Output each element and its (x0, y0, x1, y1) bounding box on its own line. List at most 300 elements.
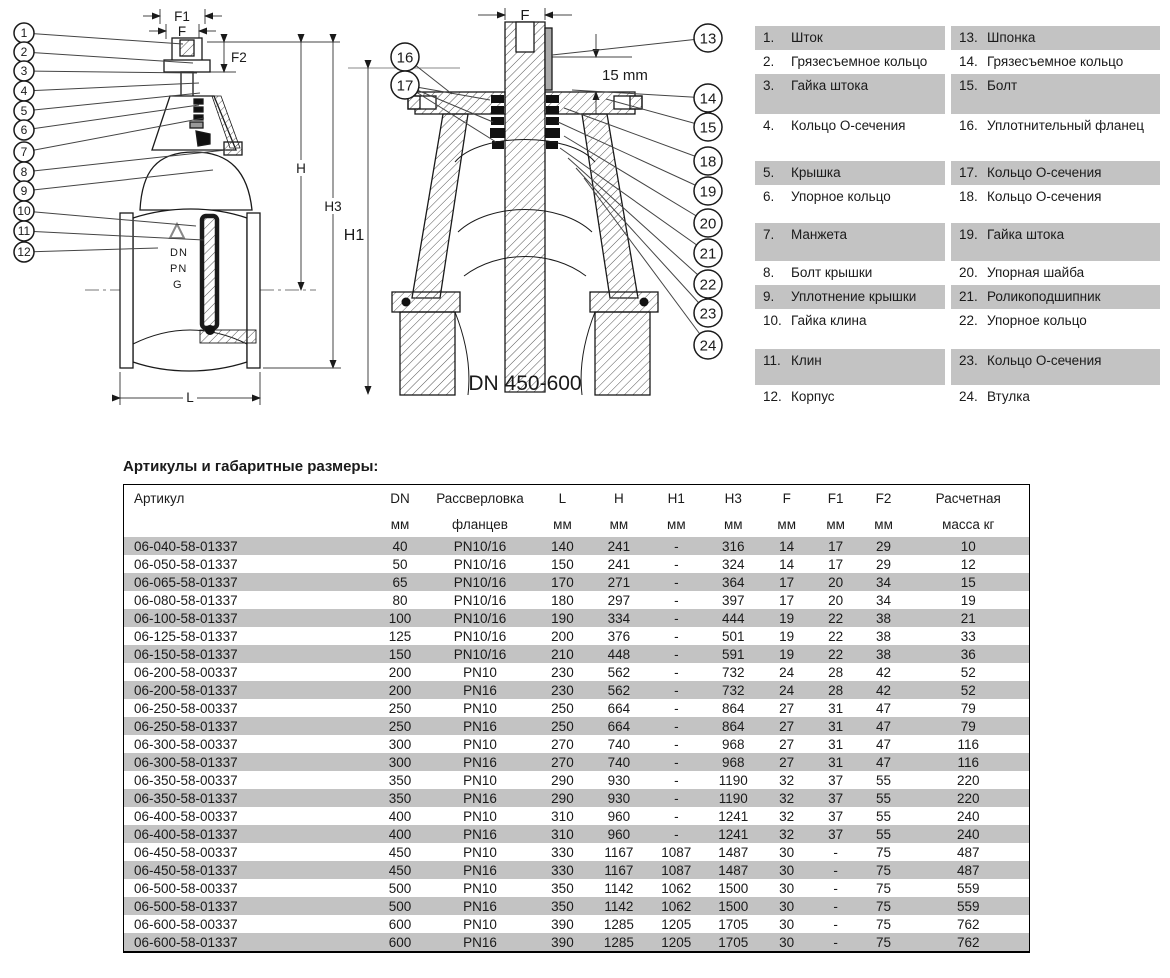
table-title: Артикулы и габаритные размеры: (123, 458, 379, 475)
table-cell: 32 (779, 808, 795, 824)
table-cell: 1167 (604, 844, 634, 860)
parts-list-item (951, 185, 1160, 209)
parts-list-item (755, 185, 945, 209)
table-row (124, 771, 1030, 789)
table-cell: 75 (876, 916, 892, 932)
callout-number: 12 (17, 245, 31, 260)
parts-list-item (951, 309, 1160, 333)
parts-list-item (951, 26, 1160, 50)
part-number: 12. (763, 389, 782, 404)
table-cell: 32 (779, 772, 795, 788)
part-number: 17. (959, 165, 978, 180)
callout-number: 3 (20, 64, 28, 79)
table-cell: 06-450-58-00337 (134, 844, 238, 860)
callout-number: 13 (699, 30, 717, 48)
part-number: 16. (959, 118, 978, 133)
table-cell: 47 (876, 700, 892, 716)
part-name: Шток (791, 30, 823, 45)
callout-number: 5 (20, 104, 28, 119)
table-cell: 180 (551, 592, 574, 608)
table-row (124, 645, 1030, 663)
table-cell: PN16 (463, 862, 497, 878)
table-cell: 47 (876, 718, 892, 734)
table-cell: 1190 (718, 772, 748, 788)
table-cell: 10 (960, 538, 976, 554)
table-cell: 270 (551, 736, 574, 752)
table-cell: 65 (392, 574, 408, 590)
part-name: Гайка клина (791, 313, 867, 328)
parts-list-item (951, 261, 1160, 285)
table-row (124, 591, 1030, 609)
table-cell: 30 (779, 916, 795, 932)
table-row (124, 699, 1030, 717)
table-cell: - (674, 808, 679, 824)
cast-mark-g: G (173, 279, 182, 291)
table-row (124, 807, 1030, 825)
table-row (124, 717, 1030, 735)
table-cell: 19 (779, 610, 795, 626)
cast-mark-pn: PN (170, 263, 188, 275)
table-cell: 20 (828, 574, 844, 590)
part-number: 4. (763, 118, 775, 133)
table-cell: 864 (721, 700, 745, 716)
table-cell: 297 (607, 592, 631, 608)
table-cell: 37 (828, 772, 844, 788)
table-cell: 06-040-58-01337 (134, 538, 238, 554)
parts-list-item (755, 349, 945, 385)
part-name: Упорное кольцо (791, 189, 891, 204)
parts-list-item (755, 309, 945, 333)
table-cell: 52 (960, 664, 976, 680)
column-header: H (614, 490, 624, 506)
table-cell: 562 (607, 682, 631, 698)
table-cell: 22 (828, 628, 844, 644)
table-cell: 30 (779, 844, 795, 860)
part-number: 2. (763, 54, 775, 69)
parts-list-row (755, 309, 1160, 333)
callout-number: 22 (699, 276, 717, 294)
table-cell: 448 (607, 646, 631, 662)
part-name: Втулка (987, 389, 1030, 404)
table-cell: 300 (388, 754, 412, 770)
table-cell: 1500 (718, 880, 749, 896)
table-cell: 740 (607, 736, 631, 752)
table-cell: 37 (828, 808, 844, 824)
table-cell: 22 (828, 646, 844, 662)
table-cell: 06-500-58-01337 (134, 898, 238, 914)
table-cell: 40 (392, 538, 408, 554)
table-cell: 06-350-58-01337 (134, 790, 238, 806)
table-cell: 762 (957, 916, 980, 932)
column-header-unit: мм (609, 516, 629, 532)
table-cell: 06-150-58-01337 (134, 646, 238, 662)
table-cell: 397 (721, 592, 745, 608)
table-cell: 250 (551, 718, 574, 734)
table-cell: 55 (876, 790, 892, 806)
column-header-unit: мм (390, 516, 410, 532)
table-cell: 14 (779, 556, 795, 572)
callout-leader-line (560, 148, 708, 253)
column-header-unit: мм (777, 516, 796, 532)
table-cell: - (833, 880, 838, 896)
table-cell: 1285 (603, 916, 634, 932)
table-row (124, 915, 1030, 933)
column-header: Артикул (134, 490, 185, 506)
part-number: 6. (763, 189, 775, 204)
table-cell: 390 (551, 934, 574, 950)
table-cell: 250 (388, 718, 412, 734)
table-cell: - (674, 574, 679, 590)
parts-list-row (755, 385, 1160, 409)
table-cell: 55 (876, 826, 892, 842)
table-cell: - (674, 682, 679, 698)
callout-number: 11 (17, 224, 31, 239)
table-cell: 501 (721, 628, 745, 644)
table-cell: 52 (960, 682, 976, 698)
table-cell: - (833, 916, 838, 932)
part-name: Кольцо О-сечения (987, 189, 1102, 204)
table-cell: 376 (607, 628, 631, 644)
table-cell: 240 (957, 826, 980, 842)
parts-list-row (755, 349, 1160, 385)
table-cell: PN10 (463, 808, 497, 824)
table-cell: 241 (607, 556, 631, 572)
table-cell: 38 (876, 646, 892, 662)
table-cell: 55 (876, 808, 892, 824)
table-cell: 80 (392, 592, 408, 608)
table-cell: - (674, 610, 679, 626)
table-cell: PN16 (463, 790, 497, 806)
parts-list-row (755, 26, 1160, 50)
column-header: L (558, 490, 567, 506)
table-cell: 06-100-58-01337 (134, 610, 238, 626)
table-cell: 930 (607, 772, 631, 788)
table-cell: 12 (960, 556, 976, 572)
table-cell: 06-200-58-00337 (134, 664, 238, 680)
table-cell: 450 (388, 862, 412, 878)
table-cell: - (833, 898, 838, 914)
dim-label-h1: H1 (343, 227, 365, 244)
table-row (124, 681, 1030, 699)
table-cell: 200 (551, 628, 574, 644)
table-cell: 290 (551, 790, 574, 806)
table-cell: PN16 (463, 718, 497, 734)
table-cell: 1062 (661, 898, 692, 914)
table-cell: 34 (876, 574, 892, 590)
table-row (124, 627, 1030, 645)
table-cell: 487 (957, 862, 980, 878)
table-cell: 1241 (718, 808, 749, 824)
table-cell: 960 (607, 826, 631, 842)
parts-list-item (755, 50, 945, 74)
table-cell: 38 (876, 610, 892, 626)
parts-list-row (755, 50, 1160, 74)
table-cell: 864 (721, 718, 745, 734)
table-cell: 1087 (661, 844, 692, 860)
dim-label-h3: H3 (324, 199, 342, 214)
parts-list-item (951, 161, 1160, 185)
table-row (124, 663, 1030, 681)
part-number: 1. (763, 30, 775, 45)
table-cell: 32 (779, 826, 795, 842)
column-header: Рассверловка (436, 490, 524, 506)
part-name: Уплотнительный фланец (987, 118, 1145, 133)
parts-list-item (755, 385, 945, 409)
table-cell: 06-050-58-01337 (134, 556, 238, 572)
table-cell: 28 (828, 664, 844, 680)
parts-list-row (755, 223, 1160, 261)
table-cell: 50 (392, 556, 408, 572)
table-cell: 47 (876, 754, 892, 770)
table-cell: 75 (876, 880, 892, 896)
column-header-unit: фланцев (452, 516, 508, 532)
part-number: 5. (763, 165, 775, 180)
table-cell: PN16 (463, 826, 497, 842)
part-number: 15. (959, 78, 978, 93)
column-header: Расчетная (935, 490, 1001, 506)
callout-number: 7 (20, 145, 28, 160)
table-cell: 37 (828, 826, 844, 842)
table-row (124, 789, 1030, 807)
table-cell: 29 (876, 538, 892, 554)
column-header: DN (390, 490, 410, 506)
table-cell: 15 (960, 574, 976, 590)
part-name: Гайка штока (791, 78, 869, 93)
table-cell: - (674, 718, 679, 734)
table-cell: 06-200-58-01337 (134, 682, 238, 698)
table-cell: 562 (607, 664, 631, 680)
table-cell: 1705 (718, 934, 749, 950)
column-header: F1 (827, 490, 844, 506)
diagram-caption: DN 450-600 (468, 372, 582, 395)
table-cell: 19 (779, 646, 795, 662)
table-cell: 30 (779, 898, 795, 914)
table-cell: 27 (779, 736, 795, 752)
column-header: F (782, 490, 791, 506)
callout-number: 20 (699, 215, 717, 233)
parts-list-item (755, 261, 945, 285)
table-cell: 33 (960, 628, 976, 644)
table-cell: PN10 (463, 844, 497, 860)
table-cell: 241 (607, 538, 631, 554)
part-number: 8. (763, 265, 775, 280)
table-cell: 38 (876, 628, 892, 644)
table-cell: PN16 (463, 934, 497, 950)
table-cell: 150 (388, 646, 412, 662)
table-cell: 06-125-58-01337 (134, 628, 238, 644)
table-cell: 14 (779, 538, 795, 554)
parts-list-item (755, 26, 945, 50)
parts-list-item (755, 285, 945, 309)
table-cell: 75 (876, 844, 892, 860)
callout-number: 15 (699, 119, 717, 137)
part-name: Упорная шайба (987, 265, 1085, 280)
parts-list-row (755, 285, 1160, 309)
table-cell: - (674, 790, 679, 806)
part-number: 19. (959, 227, 978, 242)
callout-number: 2 (20, 45, 28, 60)
part-name: Болт крышки (791, 265, 873, 280)
callout-leader-line (24, 83, 199, 91)
table-cell: 1487 (718, 862, 749, 878)
table-cell: PN16 (463, 682, 497, 698)
table-row (124, 879, 1030, 897)
part-name: Роликоподшипник (987, 289, 1101, 304)
part-name: Кольцо О-сечения (791, 118, 906, 133)
parts-list-item (755, 223, 945, 261)
table-cell: 28 (828, 682, 844, 698)
table-cell: 350 (551, 880, 574, 896)
table-cell: 75 (876, 898, 892, 914)
table-cell: 29 (876, 556, 892, 572)
table-cell: - (833, 862, 838, 878)
table-cell: 19 (779, 628, 795, 644)
callout-number: 4 (20, 84, 28, 99)
parts-list-item (951, 223, 1160, 261)
table-cell: 06-300-58-01337 (134, 754, 238, 770)
table-cell: PN10 (463, 736, 497, 752)
table-cell: 400 (388, 808, 412, 824)
part-number: 23. (959, 353, 978, 368)
table-cell: 968 (721, 754, 745, 770)
dim-label-f: F (520, 7, 530, 24)
callout-leader-line (576, 168, 708, 313)
table-cell: 968 (721, 736, 745, 752)
part-number: 22. (959, 313, 978, 328)
table-cell: 140 (551, 538, 574, 554)
parts-list-row (755, 161, 1160, 185)
table-cell: - (833, 934, 838, 950)
table-cell: - (674, 772, 679, 788)
table-cell: 1190 (718, 790, 748, 806)
table-cell: 06-400-58-01337 (134, 826, 238, 842)
callout-leader-line (552, 38, 708, 55)
part-name: Кольцо О-сечения (987, 165, 1102, 180)
table-cell: PN10/16 (453, 646, 507, 662)
table-cell: 1087 (661, 862, 692, 878)
table-cell: 42 (876, 682, 892, 698)
table-cell: 27 (779, 700, 795, 716)
callout-number: 19 (699, 183, 717, 201)
table-cell: 75 (876, 934, 892, 950)
column-header-unit (124, 511, 376, 537)
table-cell: 27 (779, 754, 795, 770)
table-cell: 116 (957, 736, 980, 752)
table-cell: 190 (551, 610, 574, 626)
part-name: Шпонка (987, 30, 1036, 45)
callout-number: 21 (699, 245, 717, 263)
part-number: 14. (959, 54, 978, 69)
table-cell: PN10 (463, 916, 497, 932)
dim-label-f2: F2 (231, 50, 247, 65)
table-cell: 310 (551, 808, 574, 824)
table-cell: 220 (957, 772, 980, 788)
table-cell: 1062 (661, 880, 692, 896)
table-cell: - (674, 592, 679, 608)
part-name: Грязесъемное кольцо (987, 54, 1124, 69)
table-cell: 350 (388, 772, 412, 788)
part-number: 21. (959, 289, 978, 304)
table-cell: 762 (957, 934, 980, 950)
table-cell: 930 (607, 790, 631, 806)
table-cell: 300 (388, 736, 412, 752)
table-cell: 17 (828, 556, 844, 572)
table-cell: 06-450-58-01337 (134, 862, 238, 878)
part-number: 24. (959, 389, 978, 404)
table-cell: 600 (388, 916, 412, 932)
table-cell: 30 (779, 862, 795, 878)
table-cell: - (833, 844, 838, 860)
table-cell: PN16 (463, 754, 497, 770)
table-cell: 31 (828, 700, 844, 716)
table-cell: 79 (960, 700, 976, 716)
table-cell: 444 (721, 610, 745, 626)
table-cell: 664 (607, 718, 631, 734)
parts-list-row (755, 261, 1160, 285)
table-cell: 17 (779, 592, 795, 608)
table-cell: 240 (957, 808, 980, 824)
table-row (124, 825, 1030, 843)
parts-list-item (951, 285, 1160, 309)
table-cell: 350 (551, 898, 574, 914)
table-cell: 06-500-58-00337 (134, 880, 238, 896)
table-cell: 200 (388, 682, 412, 698)
table-cell: 364 (721, 574, 745, 590)
parts-list-item (951, 50, 1160, 74)
table-cell: 31 (828, 754, 844, 770)
table-row (124, 537, 1030, 555)
callout-number: 6 (20, 123, 28, 138)
table-cell: 450 (388, 844, 412, 860)
table-cell: PN16 (463, 898, 497, 914)
part-name: Кольцо О-сечения (987, 353, 1102, 368)
column-header-unit: мм (826, 516, 845, 532)
table-row (124, 735, 1030, 753)
table-cell: 334 (607, 610, 631, 626)
table-cell: 06-350-58-00337 (134, 772, 238, 788)
table-cell: 06-600-58-01337 (134, 934, 238, 950)
table-row (124, 555, 1030, 573)
table-cell: 487 (957, 844, 980, 860)
table-cell: 200 (388, 664, 412, 680)
column-header-unit: мм (667, 516, 686, 532)
table-cell: 390 (551, 916, 574, 932)
callout-number: 10 (17, 204, 31, 219)
part-number: 18. (959, 189, 978, 204)
part-number: 7. (763, 227, 775, 242)
valve-body-outline (120, 38, 260, 371)
dimensions-table-block (123, 458, 1030, 953)
table-cell: 1500 (718, 898, 749, 914)
parts-list-item (755, 74, 945, 114)
table-cell: 32 (779, 790, 795, 806)
table-cell: 30 (779, 880, 795, 896)
table-cell: PN10/16 (453, 538, 507, 554)
table-cell: 290 (551, 772, 574, 788)
callout-number: 9 (20, 184, 28, 199)
table-cell: 1487 (718, 844, 749, 860)
table-cell: 21 (960, 610, 976, 626)
table-cell: 1142 (604, 880, 634, 896)
table-cell: 24 (779, 664, 795, 680)
table-cell: 1205 (661, 934, 692, 950)
part-number: 3. (763, 78, 775, 93)
table-cell: 06-080-58-01337 (134, 592, 238, 608)
part-name: Уплотнение крышки (791, 289, 917, 304)
table-cell: - (674, 826, 679, 842)
table-row (124, 897, 1030, 915)
valve-drawing-right (340, 0, 742, 402)
